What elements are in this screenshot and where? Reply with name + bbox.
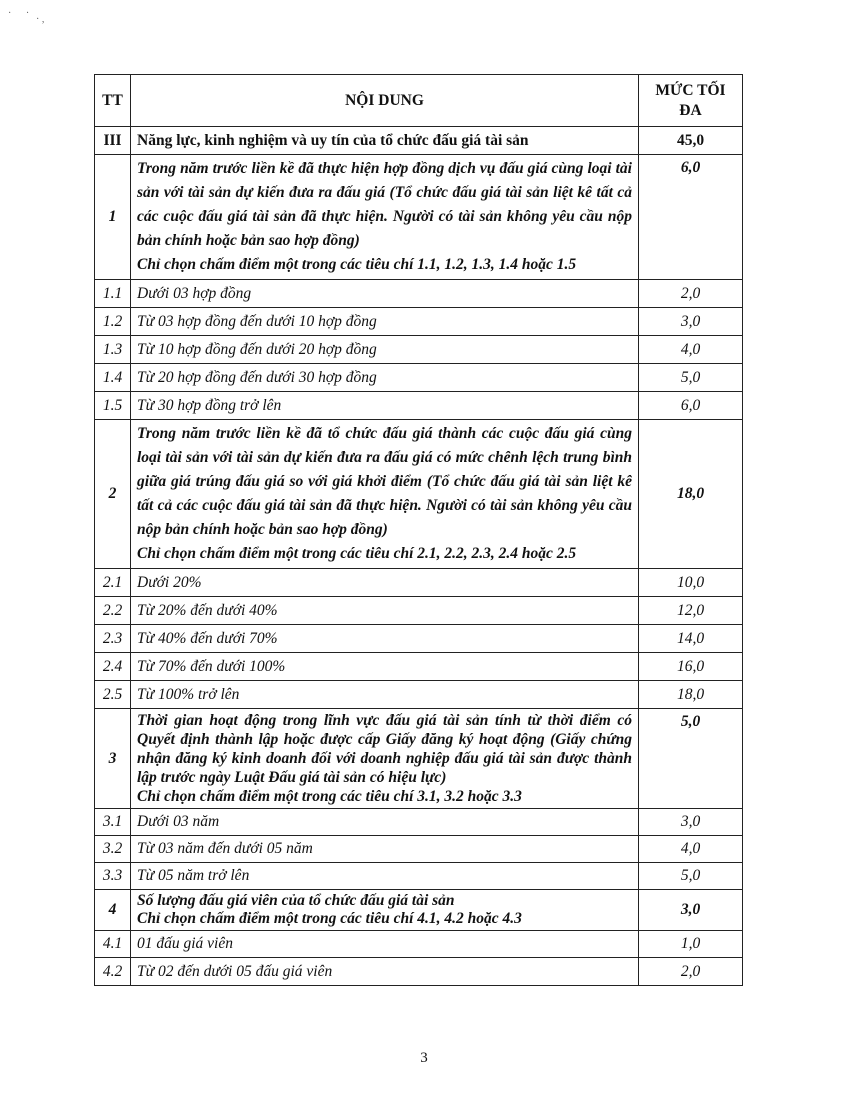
table-row bbox=[95, 709, 743, 809]
row-content: Từ 02 đến dưới 05 đấu giá viên bbox=[131, 958, 639, 986]
table-row bbox=[95, 420, 743, 569]
criterion-text: Trong năm trước liền kề đã thực hiện hợp đồng dịch vụ đấu giá cùng loại tài sản với tài sản dự kiến đưa ra đấu giá (Tổ chức đấu giá tài sản liệt kê tất cả các cuộc đấu giá tài sản đã thực hiện. Người có tài sản không yêu cầu nộp bản chính hoặc bản sao hợp đồng) bbox=[137, 160, 632, 249]
row-content: Năng lực, kinh nghiệm và uy tín của tổ chức đấu giá tài sản bbox=[131, 127, 639, 155]
row-tt: 1.3 bbox=[95, 336, 131, 364]
row-content bbox=[131, 890, 639, 931]
row-content: 01 đấu giá viên bbox=[131, 931, 639, 958]
row-tt: 4.2 bbox=[95, 958, 131, 986]
criterion-text: Số lượng đấu giá viên của tổ chức đấu giá tài sản bbox=[137, 892, 455, 909]
row-score: 2,0 bbox=[639, 958, 743, 986]
table-row bbox=[95, 890, 743, 931]
table-row bbox=[95, 127, 743, 155]
page-number: 3 bbox=[420, 1050, 428, 1066]
row-tt: 1 bbox=[95, 155, 131, 280]
table-row bbox=[95, 336, 743, 364]
table-row bbox=[95, 653, 743, 681]
scoring-table bbox=[94, 74, 743, 986]
row-content: Từ 20 hợp đồng đến dưới 30 hợp đồng bbox=[131, 364, 639, 392]
scan-specks: · · bbox=[8, 8, 36, 19]
row-content: Từ 20% đến dưới 40% bbox=[131, 597, 639, 625]
row-content bbox=[131, 709, 639, 809]
table-row bbox=[95, 597, 743, 625]
criterion-text: Trong năm trước liền kề đã tổ chức đấu giá thành các cuộc đấu giá cùng loại tài sản với tài sản dự kiến đưa ra đấu giá có mức chênh lệch trung bình giữa giá trúng đấu giá so với giá khởi điểm (Tổ chức đấu giá tài sản liệt kê tất cả các cuộc đấu giá tài sản đã thực hiện. Người có tài sản không yêu cầu nộp bản chính hoặc bản sao hợp đồng) bbox=[137, 425, 632, 538]
row-tt: 1.5 bbox=[95, 392, 131, 420]
table-row bbox=[95, 392, 743, 420]
table-row bbox=[95, 625, 743, 653]
header-max-score: MỨC TỐI ĐA bbox=[639, 75, 743, 127]
row-score: 5,0 bbox=[639, 709, 743, 809]
row-content: Từ 03 năm đến dưới 05 năm bbox=[131, 836, 639, 863]
row-content: Từ 30 hợp đồng trở lên bbox=[131, 392, 639, 420]
row-tt: 1.4 bbox=[95, 364, 131, 392]
criterion-note: Chỉ chọn chấm điểm một trong các tiêu chí 3.1, 3.2 hoặc 3.3 bbox=[137, 788, 522, 805]
row-content: Từ 40% đến dưới 70% bbox=[131, 625, 639, 653]
row-tt: 2.3 bbox=[95, 625, 131, 653]
row-tt: 2.4 bbox=[95, 653, 131, 681]
row-score: 45,0 bbox=[639, 127, 743, 155]
row-score: 14,0 bbox=[639, 625, 743, 653]
row-tt: 2.2 bbox=[95, 597, 131, 625]
row-content: Dưới 03 hợp đồng bbox=[131, 280, 639, 308]
row-score: 3,0 bbox=[639, 308, 743, 336]
row-content: Từ 03 hợp đồng đến dưới 10 hợp đồng bbox=[131, 308, 639, 336]
row-score: 12,0 bbox=[639, 597, 743, 625]
table-row bbox=[95, 308, 743, 336]
row-content bbox=[131, 420, 639, 569]
row-tt: 3.2 bbox=[95, 836, 131, 863]
table-row bbox=[95, 280, 743, 308]
criterion-note: Chỉ chọn chấm điểm một trong các tiêu chí 1.1, 1.2, 1.3, 1.4 hoặc 1.5 bbox=[137, 256, 577, 273]
criterion-text: Thời gian hoạt động trong lĩnh vực đấu giá tài sản tính từ thời điểm có Quyết định thành lập hoặc được cấp Giấy đăng ký hoạt động (Giấy chứng nhận đăng ký kinh doanh đối với doanh nghiệp đấu giá tài sản được thành lập trước ngày Luật Đấu giá tài sản có hiệu lực) bbox=[137, 712, 632, 786]
row-tt: 4 bbox=[95, 890, 131, 931]
row-score: 3,0 bbox=[639, 809, 743, 836]
row-tt: 4.1 bbox=[95, 931, 131, 958]
row-score: 10,0 bbox=[639, 569, 743, 597]
row-content: Từ 100% trở lên bbox=[131, 681, 639, 709]
table-row bbox=[95, 681, 743, 709]
row-tt: III bbox=[95, 127, 131, 155]
row-score: 16,0 bbox=[639, 653, 743, 681]
row-score: 4,0 bbox=[639, 336, 743, 364]
row-score: 3,0 bbox=[639, 890, 743, 931]
row-score: 5,0 bbox=[639, 364, 743, 392]
row-score: 5,0 bbox=[639, 863, 743, 890]
table-row bbox=[95, 836, 743, 863]
row-score: 18,0 bbox=[639, 681, 743, 709]
table-row bbox=[95, 809, 743, 836]
row-score: 2,0 bbox=[639, 280, 743, 308]
row-content bbox=[131, 155, 639, 280]
row-tt: 1.1 bbox=[95, 280, 131, 308]
row-content: Dưới 03 năm bbox=[131, 809, 639, 836]
row-content: Từ 05 năm trở lên bbox=[131, 863, 639, 890]
header-tt: TT bbox=[95, 75, 131, 127]
criterion-note: Chỉ chọn chấm điểm một trong các tiêu chí 2.1, 2.2, 2.3, 2.4 hoặc 2.5 bbox=[137, 545, 577, 562]
table-header-row bbox=[95, 75, 743, 127]
row-content: Từ 70% đến dưới 100% bbox=[131, 653, 639, 681]
scan-specks-2: · , bbox=[36, 14, 45, 25]
table-row bbox=[95, 863, 743, 890]
row-tt: 3.3 bbox=[95, 863, 131, 890]
row-tt: 2 bbox=[95, 420, 131, 569]
row-score: 6,0 bbox=[639, 392, 743, 420]
row-score: 18,0 bbox=[639, 420, 743, 569]
table-row bbox=[95, 155, 743, 280]
row-tt: 3.1 bbox=[95, 809, 131, 836]
row-content: Từ 10 hợp đồng đến dưới 20 hợp đồng bbox=[131, 336, 639, 364]
row-tt: 2.5 bbox=[95, 681, 131, 709]
header-content: NỘI DUNG bbox=[131, 75, 639, 127]
row-score: 1,0 bbox=[639, 931, 743, 958]
row-content: Dưới 20% bbox=[131, 569, 639, 597]
table-row bbox=[95, 569, 743, 597]
table-row bbox=[95, 931, 743, 958]
table-row bbox=[95, 364, 743, 392]
row-tt: 2.1 bbox=[95, 569, 131, 597]
criterion-note: Chỉ chọn chấm điểm một trong các tiêu chí 4.1, 4.2 hoặc 4.3 bbox=[137, 910, 522, 927]
row-tt: 3 bbox=[95, 709, 131, 809]
table-row bbox=[95, 958, 743, 986]
row-score: 4,0 bbox=[639, 836, 743, 863]
row-tt: 1.2 bbox=[95, 308, 131, 336]
row-score: 6,0 bbox=[639, 155, 743, 280]
